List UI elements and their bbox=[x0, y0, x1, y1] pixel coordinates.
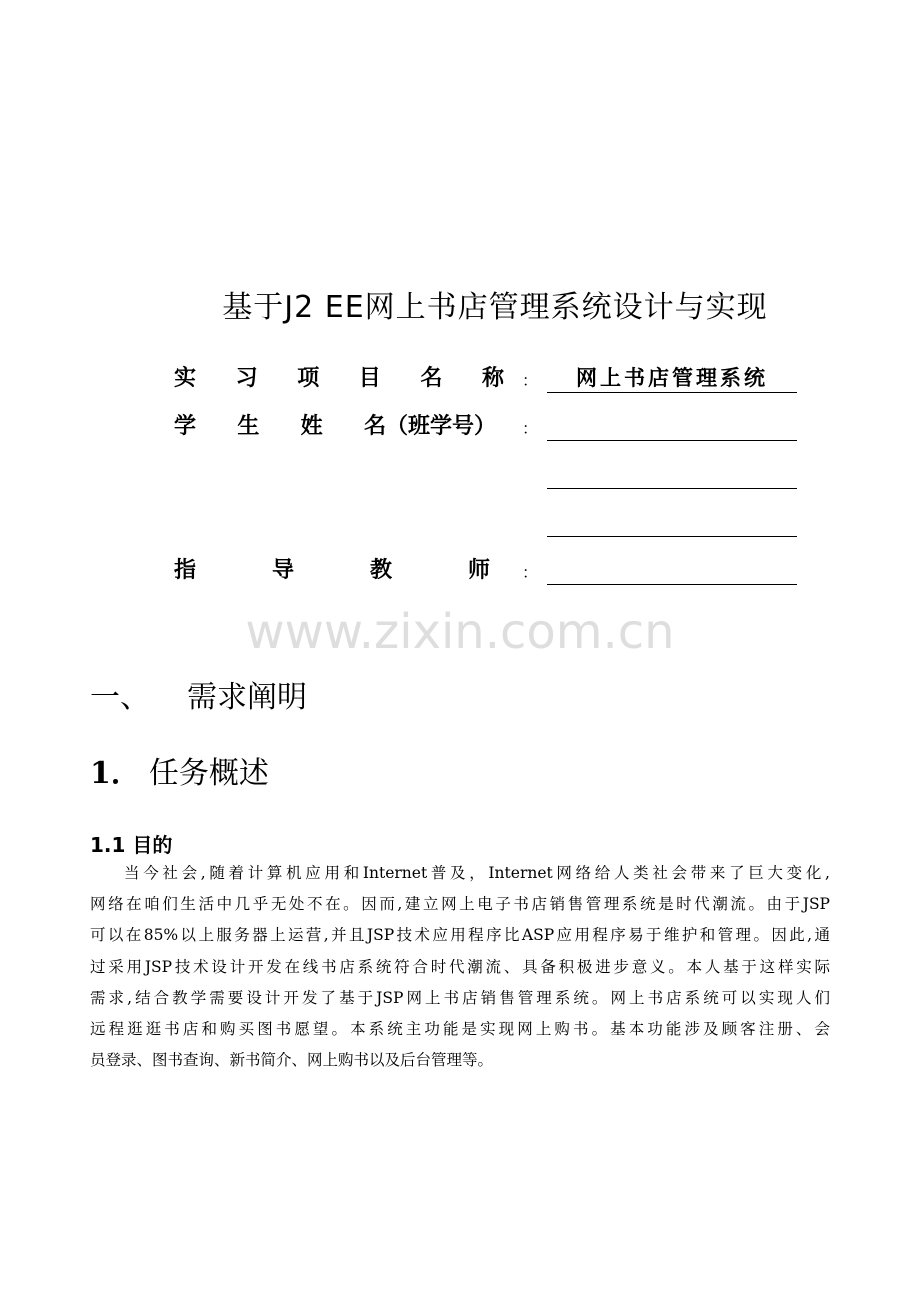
paragraph-line: 网络在咱们生活中几乎无处不在。因而,建立网上电子书店销售管理系统是时代潮流。由于JSP bbox=[90, 895, 830, 914]
body-paragraph bbox=[90, 858, 830, 1076]
project-name-value: 网上书店管理系统 bbox=[547, 364, 797, 393]
teacher-label: 指 导 教 师 bbox=[174, 558, 490, 583]
paragraph-line: 当今社会,随着计算机应用和Internet普及，Internet网络给人类社会带来了巨大变化, bbox=[124, 864, 830, 882]
colon: ： bbox=[522, 371, 539, 390]
section-number: 1． bbox=[90, 756, 141, 791]
paragraph-line: 过采用JSP技术设计开发在线书店系统符合时代潮流、具备积极进步意义。本人基于这样实际 bbox=[90, 957, 830, 976]
section-heading-2 bbox=[90, 748, 269, 792]
watermark: www.zixin.com.cn bbox=[245, 604, 675, 660]
paragraph-line: 需求,结合教学需要设计开发了基于JSP网上书店销售管理系统。网上书店系统可以实现人们 bbox=[90, 988, 830, 1007]
paragraph-line: 可以在85%以上服务器上运营,并且JSP技术应用程序比ASP应用程序易于维护和管理。因此,通 bbox=[90, 926, 830, 945]
colon: ： bbox=[522, 419, 539, 438]
student-name-field bbox=[547, 412, 797, 441]
teacher-row bbox=[174, 556, 798, 590]
subsection-heading: 1.1 目的 bbox=[90, 833, 173, 857]
student-name-row bbox=[174, 412, 798, 446]
paragraph-line: 远程逛逛书店和购买图书愿望。本系统主功能是实现网上购书。基本功能涉及顾客注册、会 bbox=[90, 1020, 830, 1039]
project-name-row bbox=[174, 364, 798, 398]
section-title: 需求阐明 bbox=[187, 680, 307, 715]
paragraph-line: 员登录、图书查询、新书简介、网上购书以及后台管理等。 bbox=[90, 1051, 494, 1070]
project-name-label: 实 习 项 目 名 称 bbox=[174, 366, 504, 391]
section-heading-1 bbox=[90, 672, 307, 716]
student-name-label: 学 生 姓 名（班学号） bbox=[174, 414, 496, 439]
document-title: 基于J2 EE网上书店管理系统设计与实现 bbox=[222, 290, 768, 325]
blank-line bbox=[547, 536, 797, 537]
section-number: 一、 bbox=[90, 680, 150, 715]
teacher-field bbox=[547, 556, 797, 585]
blank-line bbox=[547, 488, 797, 489]
colon: ： bbox=[522, 563, 539, 582]
section-title: 任务概述 bbox=[148, 756, 269, 791]
